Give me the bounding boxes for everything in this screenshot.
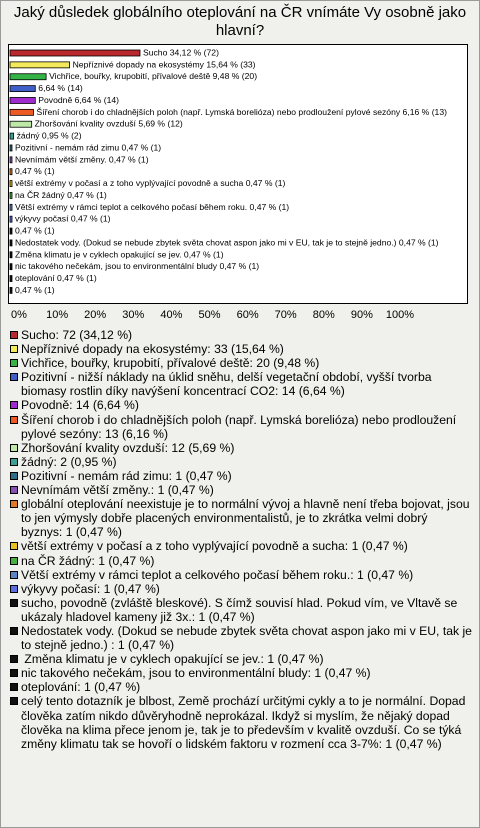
legend-item	[10, 652, 472, 666]
legend-swatch	[10, 458, 18, 466]
bar-15	[10, 228, 12, 234]
legend-label: Povodně: 14 (6,64 %)	[21, 398, 139, 413]
legend-label: Pozitivní - nemám rád zimu: 1 (0,47 %)	[21, 468, 232, 483]
x-tick-label: 20%	[84, 309, 107, 321]
legend-swatch	[10, 627, 18, 635]
legend-label: nic takového nečekám, jsou to environmentální bludy: 1 (0,47 %)	[21, 666, 371, 681]
bar-3	[10, 86, 35, 92]
bar-16	[10, 240, 12, 246]
bar-label-3: 6,64 % (14)	[38, 83, 83, 94]
x-tick-label: 40%	[160, 309, 183, 321]
bar-7	[10, 133, 14, 139]
bar-label-2: Vichřice, bouřky, krupobití, přívalové deště 9,48 % (20)	[49, 71, 258, 82]
bar-label-16: Nedostatek vody. (Dokud se nebude zbytek světa chovat aspon jako mi v EU, tak je to stejně jedno.) 0,47 % (1)	[15, 237, 439, 248]
bar-4	[10, 97, 35, 103]
bar-label-8: Pozitivní - nemám rád zimu 0,47 % (1)	[15, 142, 162, 153]
legend-label: Sucho: 72 (34,12 %)	[21, 328, 133, 342]
legend-swatch	[10, 571, 18, 579]
x-tick-label: 30%	[122, 309, 145, 321]
legend-item	[10, 623, 476, 653]
bar-20	[10, 287, 12, 293]
legend-label: celý tento dotazník je blbost, Země prochází určitými cykly a to je normální. Dopad člověka zatím nikdo důvěryhodně neprokázal. Ikdyž si myslím, že nějaký dopad člověka na klima přece jenom je, tak je to především v kvalitě ovzduší. Co se týká změny klimatu tak se hovoří o lidském faktoru v rozmení cca 3-7%: 1 (0,47 %)	[21, 694, 469, 751]
bar-14	[10, 216, 12, 222]
bar-9	[10, 157, 12, 163]
legend-item	[10, 441, 472, 455]
bar-label-14: výkyvy počasí 0,47 % (1)	[15, 213, 111, 224]
legend-item	[10, 694, 472, 750]
bar-label-9: Nevnímám větší změny. 0,47 % (1)	[15, 154, 149, 165]
legend-swatch	[10, 585, 18, 593]
legend-label: Šíření chorob i do chladnějších poloh (např. Lymská borelióza) nebo prodloužení pylové sezóny: 13 (6,16 %)	[21, 412, 460, 441]
bar-5	[10, 109, 33, 115]
bar-6	[10, 121, 32, 127]
legend-item	[10, 554, 472, 568]
legend-item	[10, 469, 472, 483]
legend-swatch	[10, 697, 18, 705]
legend-label: Nepříznivé dopady na ekosystémy: 33 (15,64 %)	[21, 342, 284, 357]
bar-10	[10, 169, 12, 175]
x-tick-label: 50%	[198, 309, 221, 321]
legend-swatch	[10, 472, 18, 480]
bar-label-0: Sucho 34,12 % (72)	[142, 47, 219, 58]
bar-label-18: nic takového nečekám, jsou to environmentální bludy 0,47 % (1)	[15, 261, 260, 272]
bar-label-5: Šíření chorob i do chladnějších poloh (např. Lymská borelióza) nebo prodloužení pylové sezóny 6,16 % (13)	[36, 106, 447, 117]
bar-label-7: žádný 0,95 % (2)	[16, 130, 82, 141]
x-tick-label: 10%	[46, 309, 69, 321]
bar-chart	[9, 45, 467, 303]
bar-18	[10, 264, 12, 270]
legend-item	[10, 455, 472, 469]
x-tick-label: 80%	[312, 309, 335, 321]
legend-label: globální oteplování neexistuje je to normální vývoj a hlavně není třeba bojovat, jsou to jen výmysly dobře placených environmentalistů, je to zkrátka velmi dobrý byznys: 1 (0,47 %)	[21, 497, 473, 540]
legend-swatch	[10, 655, 18, 663]
legend-swatch	[10, 557, 18, 565]
bar-label-15: 0,47 % (1)	[15, 225, 55, 236]
legend-swatch	[10, 331, 18, 339]
bar-8	[10, 145, 12, 151]
legend-label: žádný: 2 (0,95 %)	[21, 454, 117, 469]
legend-label: Nevnímám větší změny.: 1 (0,47 %)	[21, 483, 214, 498]
legend-item	[10, 370, 472, 398]
bar-label-11: větší extrémy v počasí a z toho vyplývající povodně a sucha 0,47 % (1)	[15, 178, 286, 189]
legend-swatch	[10, 542, 18, 550]
bar-label-12: na ČR žádný 0,47 % (1)	[15, 189, 107, 200]
x-tick-label: 70%	[274, 309, 297, 321]
legend-label: Zhoršování kvality ovzduší: 12 (5,69 %)	[21, 440, 235, 455]
legend-item	[10, 497, 472, 539]
legend-item	[10, 328, 472, 342]
legend-swatch	[10, 500, 18, 508]
bar-label-13: Větší extrémy v rámci teplot a celkového počasí během roku. 0,47 % (1)	[15, 201, 290, 212]
legend-label: větší extrémy v počasí a z toho vyplývající povodně a sucha: 1 (0,47 %)	[21, 539, 408, 554]
legend-swatch	[10, 416, 18, 424]
plot-area	[8, 44, 468, 304]
legend-label: oteplování: 1 (0,47 %)	[21, 680, 141, 695]
legend-item	[10, 666, 472, 680]
bar-11	[10, 181, 12, 187]
legend-swatch	[10, 683, 18, 691]
legend-swatch	[10, 669, 18, 677]
bar-label-4: Povodně 6,64 % (14)	[38, 94, 120, 105]
x-tick-label: 60%	[236, 309, 259, 321]
legend-item	[10, 539, 472, 553]
bar-0	[10, 50, 140, 56]
legend-label: výkyvy počasí: 1 (0,47 %)	[21, 581, 160, 596]
legend-swatch	[10, 359, 18, 367]
legend-label: na ČR žádný: 1 (0,47 %)	[21, 553, 155, 568]
legend-item	[10, 356, 472, 370]
legend-swatch	[10, 345, 18, 353]
legend-item	[10, 596, 472, 624]
legend-swatch	[10, 599, 18, 607]
x-tick-label: 0%	[11, 309, 27, 321]
legend-item	[10, 413, 472, 441]
legend-swatch	[10, 444, 18, 452]
bar-label-1: Nepříznivé dopady na ekosystémy 15,64 % (33)	[72, 59, 256, 70]
legend-item	[10, 342, 472, 356]
bar-label-19: oteplování 0,47 % (1)	[15, 273, 97, 284]
bar-label-17: Změna klimatu je v cyklech opakující se jev. 0,47 % (1)	[15, 249, 224, 260]
x-axis-ticks	[0, 308, 480, 322]
bar-13	[10, 204, 12, 210]
legend-label: Pozitivní - nižší náklady na úklid sněhu, delší vegetační období, vyšší tvorba biomasy rostlin díky navýšení koncentrací CO2: 14 (6,64 %)	[21, 370, 435, 399]
bar-12	[10, 192, 12, 198]
legend-label: Vichřice, bouřky, krupobití, přívalové deště: 20 (9,48 %)	[21, 356, 320, 371]
legend-label: sucho, povodně (zvláště bleskové). S čímž souvisí hlad. Pokud vím, ve Vltavě se ukázaly hladovel kameny již 3x.: 1 (0,47 %)	[21, 595, 461, 624]
bar-1	[10, 62, 70, 68]
x-tick-label: 90%	[350, 309, 373, 321]
legend-label: Změna klimatu je v cyklech opakující se jev.: 1 (0,47 %)	[21, 652, 324, 667]
legend-label: Větší extrémy v rámci teplot a celkového počasí během roku.: 1 (0,47 %)	[21, 567, 414, 582]
legend-swatch	[10, 486, 18, 494]
chart-title: Jaký důsledek globálního oteplování na ČR vnímáte Vy osobně jako hlavní?	[13, 4, 467, 39]
legend-item	[10, 483, 472, 497]
legend-item	[10, 568, 472, 582]
legend-label: Nedostatek vody. (Dokud se nebude zbytek světa chovat aspon jako mi v EU, tak je to stejně jedno.) : 1 (0,47 %)	[21, 623, 476, 653]
bar-17	[10, 252, 12, 258]
bar-label-6: Zhoršování kvality ovzduší 5,69 % (12)	[34, 118, 183, 129]
legend-item	[10, 680, 472, 694]
bar-label-20: 0,47 % (1)	[15, 284, 55, 295]
bar-label-10: 0,47 % (1)	[15, 166, 55, 177]
x-tick-label: 100%	[385, 309, 415, 321]
legend-item	[10, 398, 472, 412]
bar-2	[10, 74, 46, 80]
legend-swatch	[10, 373, 18, 381]
legend-item	[10, 582, 472, 596]
bar-19	[10, 276, 12, 282]
legend	[10, 328, 476, 751]
legend-swatch	[10, 401, 18, 409]
